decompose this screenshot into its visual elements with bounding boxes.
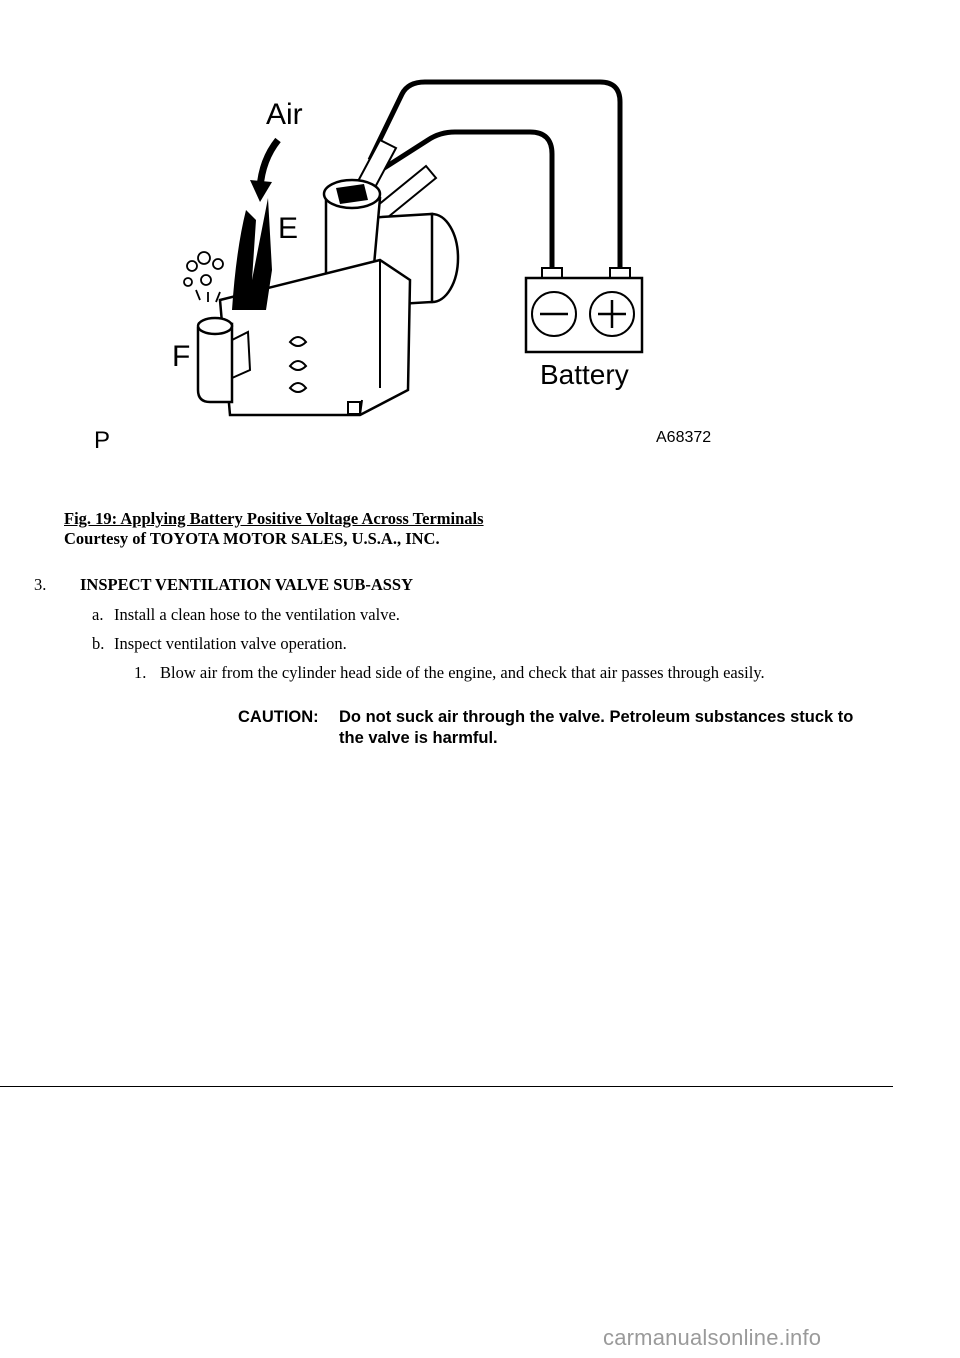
substep-1 xyxy=(134,663,765,683)
air-flow-e xyxy=(232,198,272,310)
port-f-pipe xyxy=(198,324,232,402)
step-heading: INSPECT VENTILATION VALVE SUB-ASSY xyxy=(80,575,414,594)
figure-code: A68372 xyxy=(656,429,712,446)
air-puff-icon xyxy=(184,252,223,302)
substep-b xyxy=(92,634,347,654)
air-arrow-icon xyxy=(260,140,278,188)
label-e: E xyxy=(278,212,299,245)
substep-letter: a. xyxy=(92,605,104,624)
figure-courtesy: Courtesy of TOYOTA MOTOR SALES, U.S.A., INC. xyxy=(64,529,440,548)
label-p: P xyxy=(94,427,111,454)
figure-title: Fig. 19: Applying Battery Positive Voltage Across Terminals xyxy=(64,509,484,528)
figure-caption xyxy=(64,509,484,549)
caution-text: Do not suck air through the valve. Petroleum substances stuck to the valve is harmful. xyxy=(339,708,854,747)
label-air: Air xyxy=(266,98,303,131)
substep-text: Inspect ventilation valve operation. xyxy=(114,634,347,653)
step-3 xyxy=(34,575,413,595)
caution-note xyxy=(238,707,879,749)
figure-illustration xyxy=(80,70,740,460)
label-f: F xyxy=(172,340,191,373)
watermark: carmanualsonline.info xyxy=(603,1325,822,1350)
substep-number: 1. xyxy=(134,663,147,682)
label-battery: Battery xyxy=(540,359,629,390)
vsv-battery-diagram xyxy=(80,70,740,460)
substep-letter: b. xyxy=(92,634,105,653)
substep-a xyxy=(92,605,400,625)
substep-text: Install a clean hose to the ventilation valve. xyxy=(114,605,400,624)
substep-text: Blow air from the cylinder head side of the engine, and check that air passes through easily. xyxy=(160,663,765,682)
battery-icon xyxy=(526,268,642,352)
caution-label: CAUTION: xyxy=(238,708,319,726)
page-divider xyxy=(0,1086,893,1087)
step-number: 3. xyxy=(34,575,47,594)
